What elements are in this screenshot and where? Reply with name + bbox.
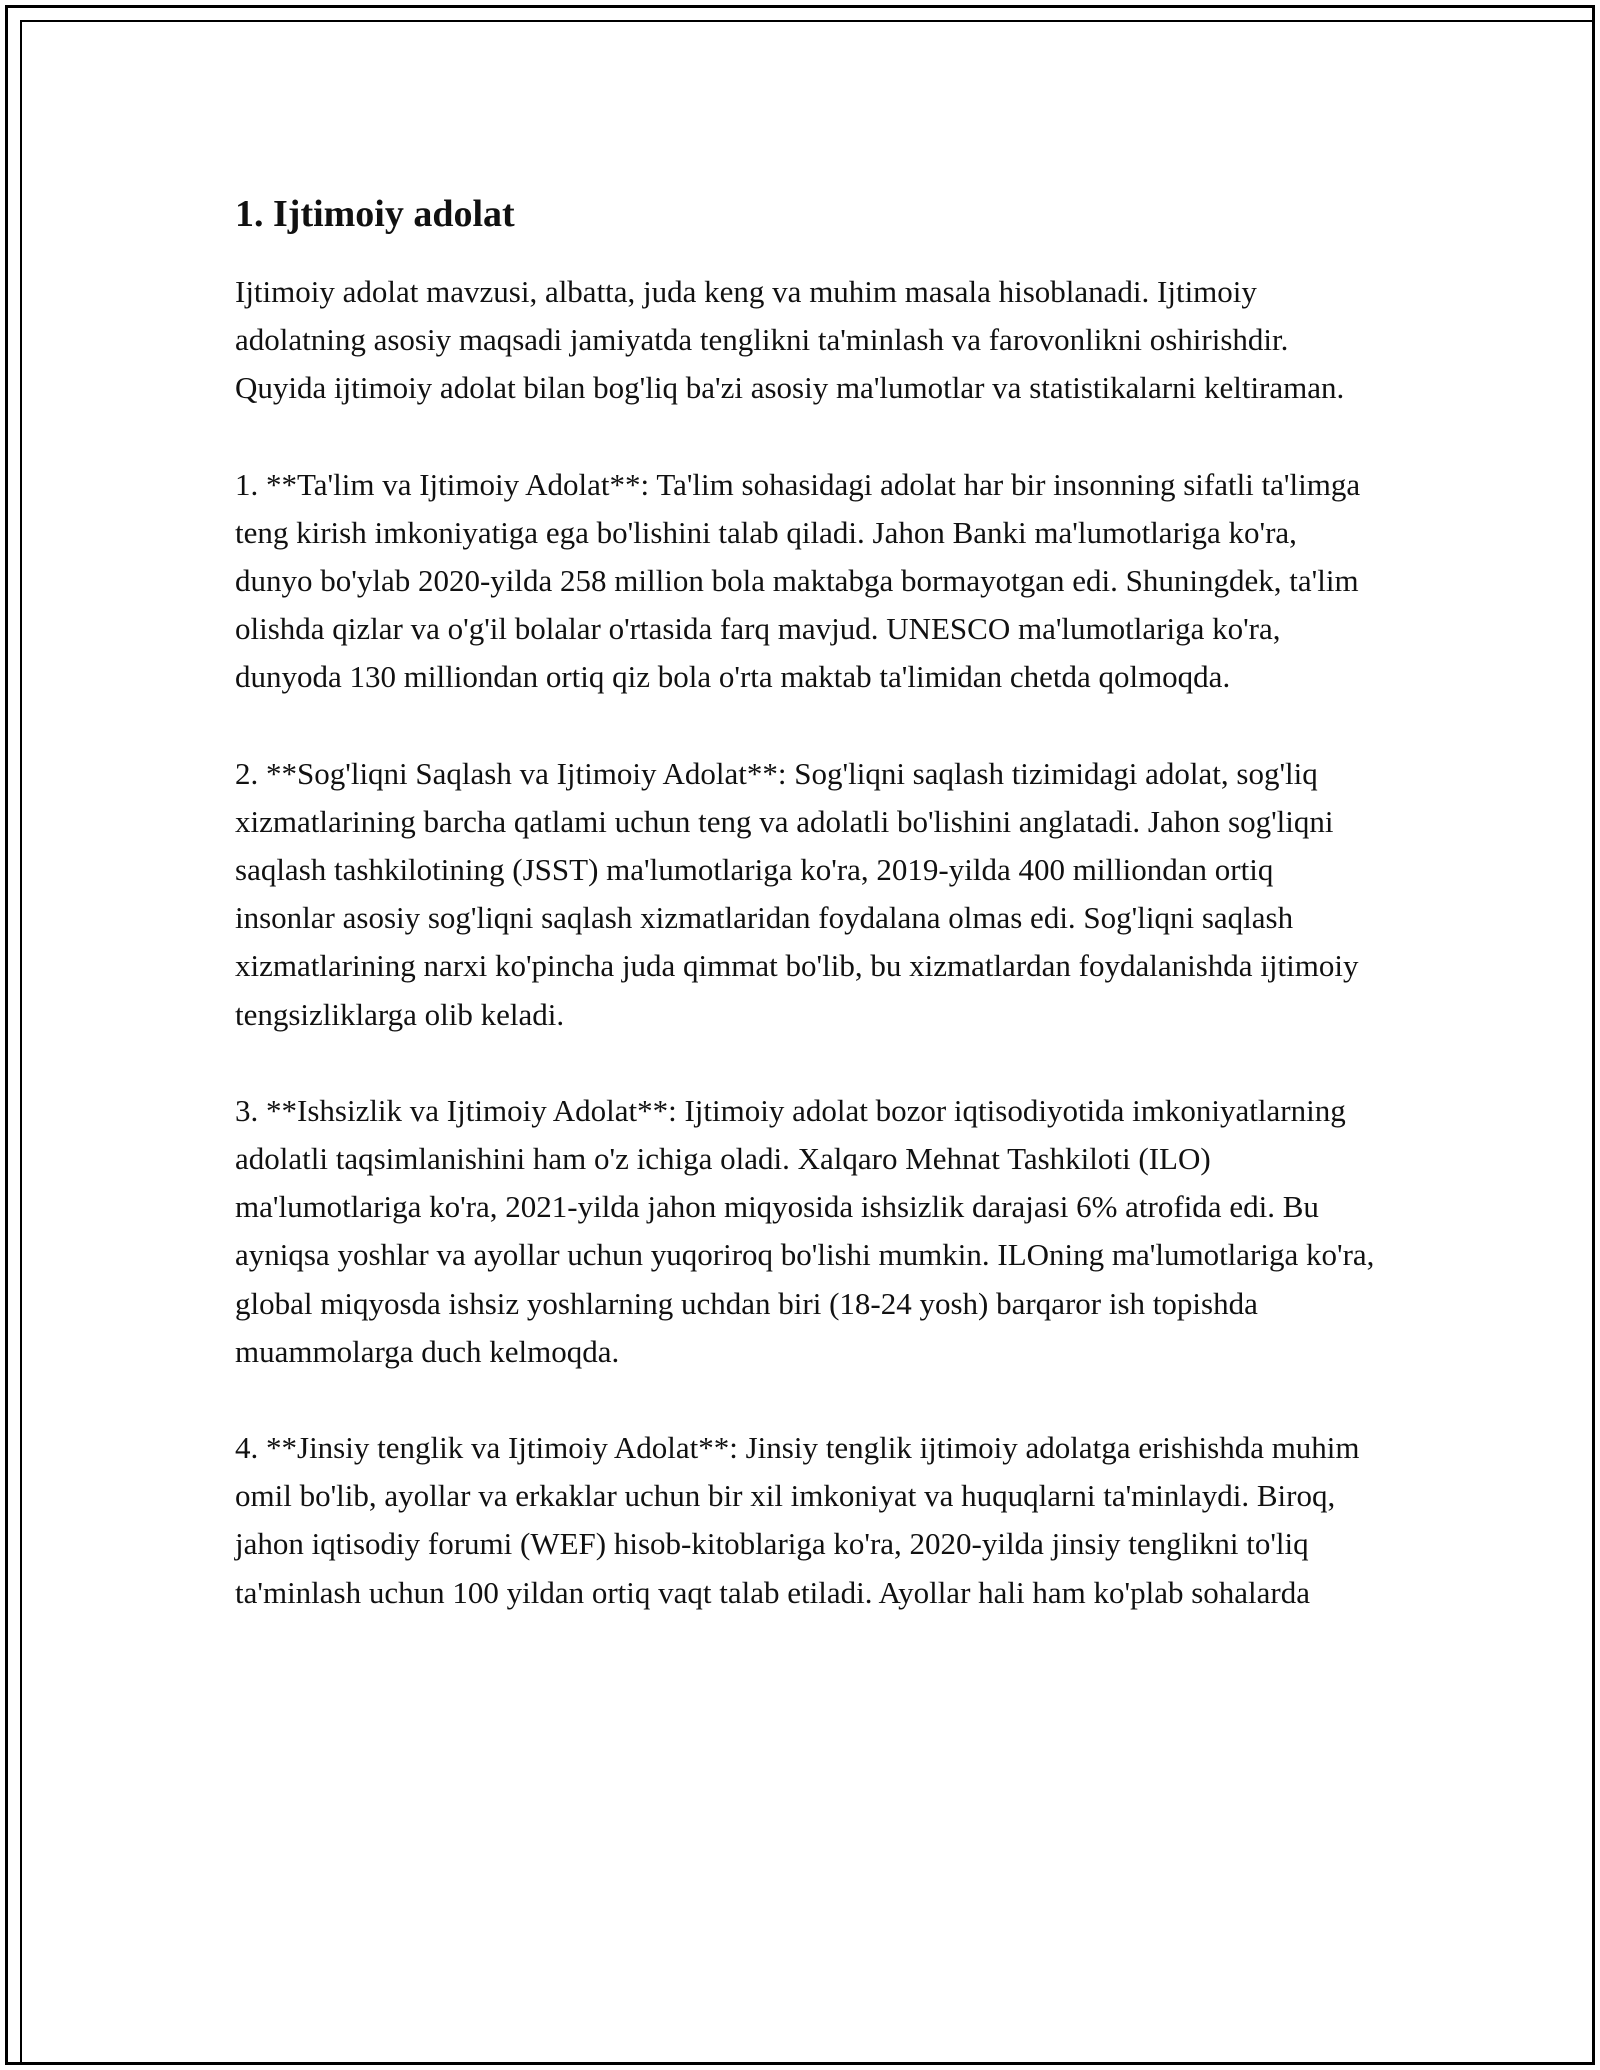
paragraph-unemployment: 3. **Ishsizlik va Ijtimoiy Adolat**: Ijtimoiy adolat bozor iqtisodiyotida imkoniyatlarning adolatli taqsimlanishini ham o'z ichiga oladi. Xalqaro Mehnat Tashkiloti (ILO) ma'lumotlariga ko'ra, 2021-yilda jahon miqyosida ishsizlik darajasi 6% atrofida edi. Bu ayniqsa yoshlar va ayollar uchun yuqoriroq bo'lishi mumkin. ILOning ma'lumotlariga ko'ra, global miqyosda ishsiz yoshlarning uchdan biri (18-24 yosh) barqaror ish topishda muammolarga duch kelmoqda.: [235, 1092, 1375, 1369]
paragraph-education: 1. **Ta'lim va Ijtimoiy Adolat**: Ta'lim sohasidagi adolat har bir insonning sifatli ta'limga teng kirish imkoniyatiga ega bo'lishini talab qiladi. Jahon Banki ma'lumotlariga ko'ra, dunyo bo'ylab 2020-yilda 258 million bola maktabga bormayotgan edi. Shuningdek, ta'lim olishda qizlar va o'g'il bolalar o'rtasida farq mavjud. UNESCO ma'lumotlariga ko'ra, dunyoda 130 milliondan ortiq qiz bola o'rta maktab ta'limidan chetda qolmoqda.: [235, 466, 1361, 695]
paragraph-gender-equality: 4. **Jinsiy tenglik va Ijtimoiy Adolat**: Jinsiy tenglik ijtimoiy adolatga erishishda muhim omil bo'lib, ayollar va erkaklar uchun bir xil imkoniyat va huquqlarni ta'minlaydi. Biroq, jahon iqtisodiy forumi (WEF) hisob-kitoblariga ko'ra, 2020-yilda jinsiy tenglikni to'liq ta'minlash uchun 100 yildan ortiq vaqt talab etiladi. Ayollar hali ham ko'plab sohalarda: [235, 1430, 1360, 1610]
document-body: [235, 186, 1380, 1617]
paragraph-healthcare: 2. **Sog'liqni Saqlash va Ijtimoiy Adolat**: Sog'liqni saqlash tizimidagi adolat, sog'liq xizmatlarining barcha qatlami uchun teng va adolatli bo'lishini anglatadi. Jahon sog'liqni saqlash tashkilotining (JSST) ma'lumotlariga ko'ra, 2019-yilda 400 milliondan ortiq insonlar asosiy sog'liqni saqlash xizmatlaridan foydalana olmas edi. Sog'liqni saqlash xizmatlarining narxi ko'pincha juda qimmat bo'lib, bu xizmatlardan foydalanishda ijtimoiy tengsizliklarga olib keladi.: [235, 755, 1359, 1032]
document-title: 1. Ijtimoiy adolat: [235, 193, 515, 235]
intro-paragraph: Ijtimoiy adolat mavzusi, albatta, juda keng va muhim masala hisoblanadi. Ijtimoiy adolatning asosiy maqsadi jamiyatda tenglikni ta'minlash va farovonlikni oshirishdir. Quyida ijtimoiy adolat bilan bog'liq ba'zi asosiy ma'lumotlar va statistikalarni keltiraman.: [235, 274, 1345, 406]
